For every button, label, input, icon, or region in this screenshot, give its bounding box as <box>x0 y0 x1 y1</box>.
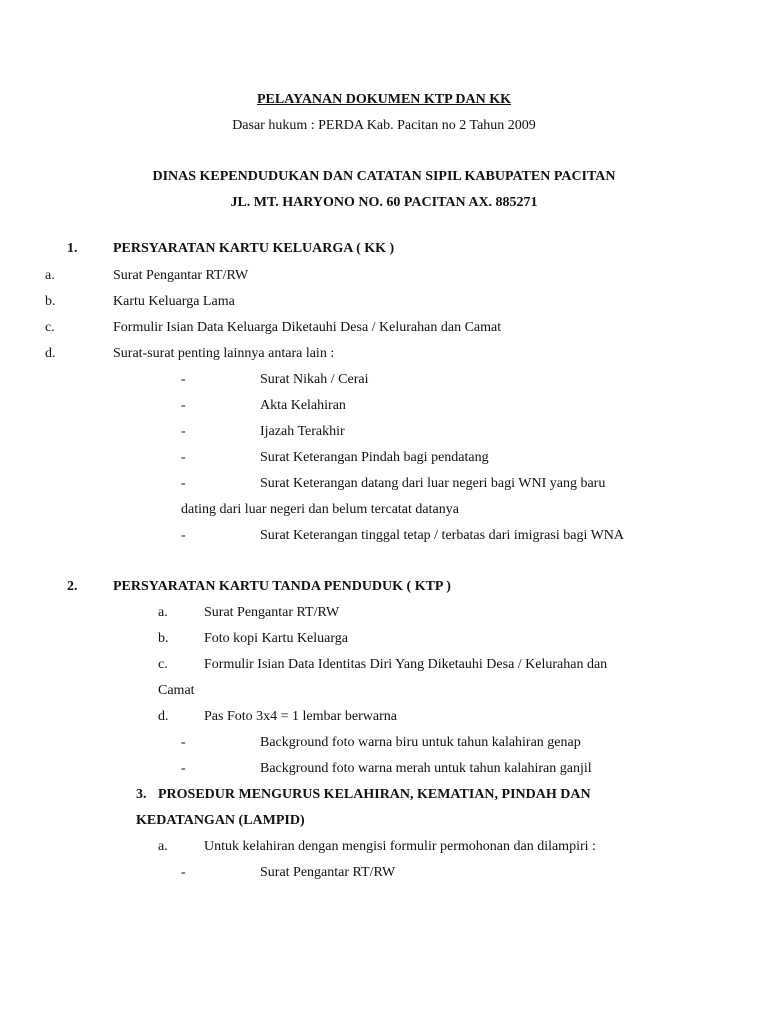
sublist-item: Surat Keterangan datang dari luar negeri bagi WNI yang baru <box>260 476 606 491</box>
sublist-item: Background foto warna merah untuk tahun kalahiran ganjil <box>260 761 592 776</box>
list-item: Surat Pengantar RT/RW <box>204 605 340 620</box>
sublist-marker: - <box>181 865 186 880</box>
office-address: JL. MT. HARYONO NO. 60 PACITAN AX. 885271 <box>230 195 538 210</box>
list-marker: d. <box>158 709 169 724</box>
section1-heading: PERSYARATAN KARTU KELUARGA ( KK ) <box>113 241 395 256</box>
section2-heading: PERSYARATAN KARTU TANDA PENDUDUK ( KTP ) <box>113 579 451 594</box>
list-item: Surat-surat penting lainnya antara lain : <box>113 346 335 361</box>
list-item: Formulir Isian Data Keluarga Diketauhi Desa / Kelurahan dan Camat <box>113 320 502 335</box>
section3-heading: PROSEDUR MENGURUS KELAHIRAN, KEMATIAN, PINDAH DAN <box>158 787 591 802</box>
sublist-marker: - <box>181 528 186 543</box>
list-marker: a. <box>45 268 55 283</box>
list-item: Pas Foto 3x4 = 1 lembar berwarna <box>204 709 397 724</box>
legal-basis: Dasar hukum : PERDA Kab. Pacitan no 2 Tahun 2009 <box>232 118 536 133</box>
list-item: Formulir Isian Data Identitas Diri Yang Diketauhi Desa / Kelurahan dan <box>204 657 608 672</box>
list-marker: d. <box>45 346 56 361</box>
sublist-item: Surat Nikah / Cerai <box>260 372 369 387</box>
sublist-item: Akta Kelahiran <box>260 398 346 413</box>
list-marker: a. <box>158 605 168 620</box>
section2-number: 2. <box>67 579 78 594</box>
sublist-item-continuation: dating dari luar negeri dan belum tercatat datanya <box>181 502 459 517</box>
sublist-marker: - <box>181 761 186 776</box>
section3-heading-continuation: KEDATANGAN (LAMPID) <box>136 813 305 828</box>
sublist-item: Ijazah Terakhir <box>260 424 345 439</box>
list-item: Foto kopi Kartu Keluarga <box>204 631 348 646</box>
sublist-item: Background foto warna biru untuk tahun kalahiran genap <box>260 735 581 750</box>
office-name: DINAS KEPENDUDUKAN DAN CATATAN SIPIL KABUPATEN PACITAN <box>152 169 616 184</box>
section3-number: 3. <box>136 787 147 802</box>
list-marker: c. <box>45 320 55 335</box>
list-marker: a. <box>158 839 168 854</box>
sublist-marker: - <box>181 476 186 491</box>
list-item: Untuk kelahiran dengan mengisi formulir permohonan dan dilampiri : <box>204 839 596 854</box>
list-marker: c. <box>158 657 168 672</box>
document-title: PELAYANAN DOKUMEN KTP DAN KK <box>256 92 512 107</box>
list-item: Kartu Keluarga Lama <box>113 294 235 309</box>
sublist-marker: - <box>181 424 186 439</box>
sublist-marker: - <box>181 735 186 750</box>
sublist-item: Surat Pengantar RT/RW <box>260 865 396 880</box>
list-marker: b. <box>45 294 56 309</box>
sublist-item: Surat Keterangan Pindah bagi pendatang <box>260 450 489 465</box>
section1-number: 1. <box>67 241 78 256</box>
sublist-item: Surat Keterangan tinggal tetap / terbatas dari imigrasi bagi WNA <box>260 528 625 543</box>
list-item: Surat Pengantar RT/RW <box>113 268 249 283</box>
sublist-marker: - <box>181 450 186 465</box>
sublist-marker: - <box>181 398 186 413</box>
sublist-marker: - <box>181 372 186 387</box>
list-item-continuation: Camat <box>158 683 195 698</box>
list-marker: b. <box>158 631 169 646</box>
